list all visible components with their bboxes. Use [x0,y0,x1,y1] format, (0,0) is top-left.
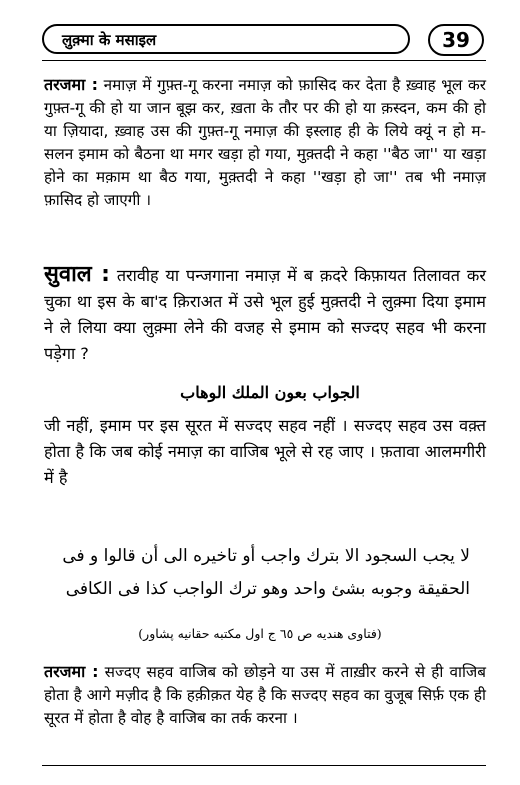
translation-paragraph-1 [44,73,486,212]
header-title: लुक़्मा के मसाइल [62,31,157,49]
arabic-quote-line: الحقيقة وجوبه بشئ واحد وهو ترك الواجب كذا فى الكافى [65,579,470,599]
translation-label: तरजमा : [44,662,99,681]
citation: (فتاوى هنديه ص ٦٥ ج اول مكتبه حقانيه پشاور) [138,626,382,641]
question-label: सुवाल : [44,262,110,287]
answer-paragraph [44,413,486,491]
arabic-quote [60,540,470,606]
header-rule [42,60,486,61]
question-text: तरावीह या पन्जगाना नमाज़ में ब क़दरे किफ़ायत तिलावत कर चुका था इस के बा'द क़िराअत में उसे भूल हुई मुक़्तदी ने लुक़्मा दिया इमाम ने ले लिया क्या लुक़्मा लेने की वजह से इमाम को सज्दए सहव भी करना पड़ेगा ? [44,266,486,363]
footer-rule [42,765,486,766]
translation-label: तरजमा : [44,75,98,94]
answer-text: जी नहीं, इमाम पर इस सूरत में सज्दए सहव नहीं । सज्दए सहव उस वक़्त होता है कि जब कोई नमाज़ का वाजिब भूले से रह जाए । फ़तावा आलमगीरी में है [44,416,486,487]
question-paragraph [44,262,486,367]
translation-text: सज्दए सहव वाजिब को छोड़ने या उस में ताख़ीर करने से ही वाजिब होता है आगे मज़ीद है कि हक़ीक़त येह है कि सज्दए सहव का वुजूब सिर्फ़ एक ही सूरत में होता है वोह है वाजिब का तर्क करना । [44,663,486,727]
answer-heading: الجواب بعون الملك الوهاب [180,383,360,402]
page-number: 39 [428,24,484,56]
translation-text: नमाज़ में गुफ़्त-गू करना नमाज़ को फ़ासिद कर देता है ख़्वाह भूल कर गुफ़्त-गू की हो या जान बूझ कर, ख़ता के तौर पर की हो या क़स्दन, कम की हो या ज़ियादा, ख़्वाह उस की गुफ़्त-गू नमाज़ की इस्लाह ही के लिये क्यूं न हो म-सलन इमाम को बैठना था मगर खड़ा हो गया, मुक़्तदी ने कहा ''बैठ जा'' या खड़ा होने का मक़ाम था बैठ गया, मुक़्तदी ने कहा ''खड़ा हो जा'' तब भी नमाज़ फ़ासिद हो जाएगी । [44,76,486,209]
translation-paragraph-2 [44,660,486,730]
running-header [42,24,410,54]
arabic-quote-line: لا يجب السجود الا بترك واجب أو تاخيره الى أن قالوا و فى [62,546,470,566]
